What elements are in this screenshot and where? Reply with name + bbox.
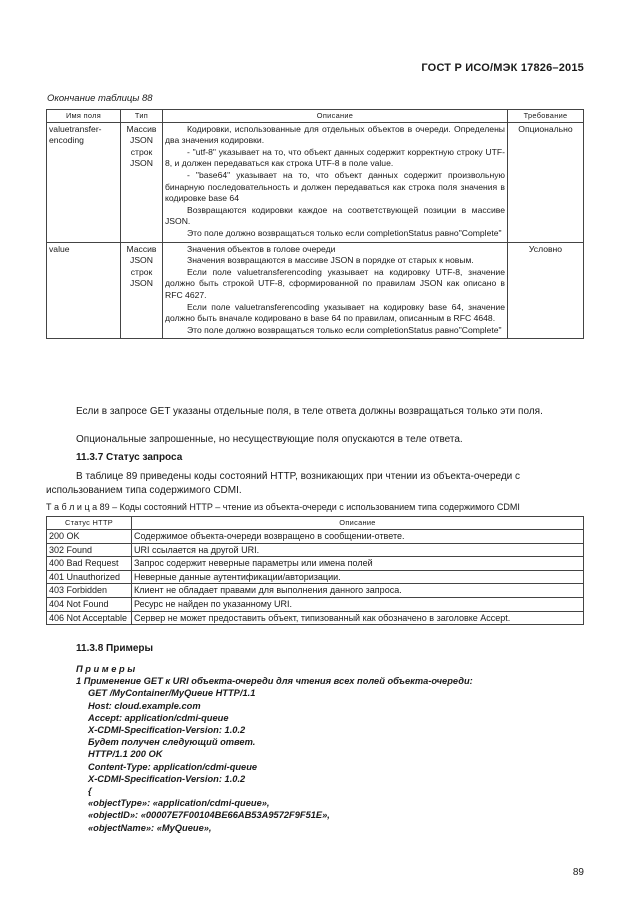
type-line: Массив	[126, 123, 157, 134]
type-line: JSON	[130, 255, 153, 266]
column-header-http-status: Статус HTTP	[47, 517, 132, 530]
page-number: 89	[572, 867, 584, 878]
field-name-line: value	[49, 243, 70, 254]
document-standard-header: ГОСТ Р ИСО/МЭК 17826–2015	[421, 62, 584, 74]
table-88-continuation-caption: Окончание таблицы 88	[47, 93, 153, 104]
status-description-cell: Содержимое объекта-очереди возвращено в сообщении-ответе.	[132, 530, 584, 544]
status-description-cell: Запрос содержит неверные параметры или имена полей	[132, 557, 584, 571]
code-line: {	[88, 786, 92, 797]
status-description-cell: Сервер не может предоставить объект, типизованный как обозначено в заголовке Accept.	[132, 611, 584, 625]
table-row	[47, 543, 584, 557]
examples-label: П р и м е р ы	[76, 664, 136, 674]
type-line: JSON	[130, 278, 153, 289]
description-paragraph: Возвращаются кодировки каждое на соответствующей позиции в массиве JSON.	[165, 204, 505, 227]
table-89-caption: Т а б л и ц а 89 – Коды состояний HTTP – чтение из объекта-очереди с использованием типа содержимого CDMI	[46, 502, 520, 512]
code-line: X-CDMI-Specification-Version: 1.0.2	[88, 725, 246, 736]
description-paragraph: - "base64" указывает на то, что объект данных содержит произвольную бинарную последовательность и должен передаваться как строка поля значения в кодировке base 64	[165, 169, 505, 204]
code-line: X-CDMI-Specification-Version: 1.0.2	[88, 773, 246, 784]
field-name-line: valuetransfer-	[49, 123, 102, 134]
table-88	[46, 109, 584, 339]
code-line: Accept: application/cdmi-queue	[88, 712, 229, 723]
description-paragraph: - "utf-8" указывает на то, что объект данных содержит корректную строку UTF-8, и должен передаваться как строка UTF-8 в поле value.	[165, 146, 505, 169]
table-row	[47, 557, 584, 571]
http-status-cell: 403 Forbidden	[47, 584, 132, 598]
code-line: GET /MyContainer/MyQueue HTTP/1.1	[88, 688, 256, 699]
table-row	[47, 122, 584, 242]
field-name-cell	[47, 242, 121, 339]
paragraph-optional-fields: Опциональные запрошенные, но несуществующие поля опускаются в теле ответа.	[76, 434, 463, 445]
description-paragraph: Если поле valuetransferencoding указывает на кодировку UTF-8, значение должно быть строкой UTF-8, сформированной по правилам JSON как описано в RFC 4627.	[165, 266, 505, 300]
paragraph-table-89-intro: В таблице 89 приведены коды состояний HTTP, возникающих при чтении из объекта-очереди с использованием типа содержимого CDMI.	[46, 471, 521, 496]
column-header-description: Описание	[163, 110, 508, 123]
description-paragraph: Это поле должно возвращаться только если completionStatus равно"Complete"	[187, 324, 502, 335]
table-row	[47, 584, 584, 598]
code-line: «objectType»: «application/cdmi-queue»,	[88, 798, 270, 809]
status-description-cell: Неверные данные аутентификации/авторизации.	[132, 570, 584, 584]
requirement-cell: Условно	[508, 242, 584, 339]
description-paragraph: Это поле должно возвращаться только если completionStatus равно"Complete"	[187, 227, 502, 238]
description-paragraph: Значения объектов в голове очереди	[187, 243, 336, 254]
example-1-title: 1 Применение GET к URI объекта-очереди для чтения всех полей объекта-очереди:	[76, 676, 473, 687]
type-line: строк	[130, 146, 153, 157]
http-status-cell: 302 Found	[47, 543, 132, 557]
http-status-cell: 404 Not Found	[47, 597, 132, 611]
description-paragraph: Кодировки, использованные для отдельных объектов в очереди. Определены два значения кодировки.	[165, 123, 505, 146]
column-header-description: Описание	[132, 517, 584, 530]
section-heading-11-3-8: 11.3.8 Примеры	[76, 643, 154, 654]
code-line: «objectID»: «00007E7F00104BE66AB53A9572F9F51E»,	[88, 810, 330, 821]
type-line: JSON	[130, 158, 153, 169]
column-header-field-name: Имя поля	[47, 110, 121, 123]
field-name-cell	[47, 122, 121, 242]
table-row	[47, 530, 584, 544]
table-89	[46, 516, 584, 625]
table-row	[47, 242, 584, 339]
description-cell	[163, 242, 508, 339]
examples-block	[76, 663, 473, 834]
field-name-line: encoding	[49, 135, 84, 146]
table-88-header-row	[47, 110, 584, 123]
column-header-requirement: Требование	[508, 110, 584, 123]
code-line: Будет получен следующий ответ.	[88, 737, 256, 748]
type-line: строк	[130, 266, 153, 277]
status-description-cell: URI ссылается на другой URI.	[132, 543, 584, 557]
http-status-cell: 401 Unauthorized	[47, 570, 132, 584]
requirement-cell: Опционально	[508, 122, 584, 242]
status-description-cell: Ресурс не найден по указанному URI.	[132, 597, 584, 611]
table-89-header-row	[47, 517, 584, 530]
description-paragraph: Значения возвращаются в массиве JSON в порядке от старых к новым.	[187, 255, 474, 266]
type-line: Массив	[126, 243, 157, 254]
paragraph-selected-fields: Если в запросе GET указаны отдельные поля, в теле ответа должны возвращаться только эти поля.	[76, 406, 543, 417]
http-status-cell: 400 Bad Request	[47, 557, 132, 571]
section-heading-11-3-7: 11.3.7 Статус запроса	[76, 452, 183, 463]
description-cell	[163, 122, 508, 242]
code-line: HTTP/1.1 200 OK	[88, 749, 163, 760]
table-row	[47, 570, 584, 584]
code-line: Content-Type: application/cdmi-queue	[88, 761, 258, 772]
type-cell	[121, 242, 163, 339]
description-paragraph: Если поле valuetransferencoding указывает на кодировку base 64, значение должно быть вначале кодировано в base 64 по правилам, описанным в RFC 4648.	[165, 301, 505, 324]
table-row	[47, 611, 584, 625]
column-header-type: Тип	[121, 110, 163, 123]
http-status-cell: 406 Not Acceptable	[47, 611, 132, 625]
http-status-cell: 200 OK	[47, 530, 132, 544]
code-line: «objectName»: «MyQueue»,	[88, 822, 212, 833]
status-description-cell: Клиент не обладает правами для выполнения данного запроса.	[132, 584, 584, 598]
code-line: Host: cloud.example.com	[88, 700, 201, 711]
type-cell	[121, 122, 163, 242]
table-row	[47, 597, 584, 611]
type-line: JSON	[130, 135, 153, 146]
